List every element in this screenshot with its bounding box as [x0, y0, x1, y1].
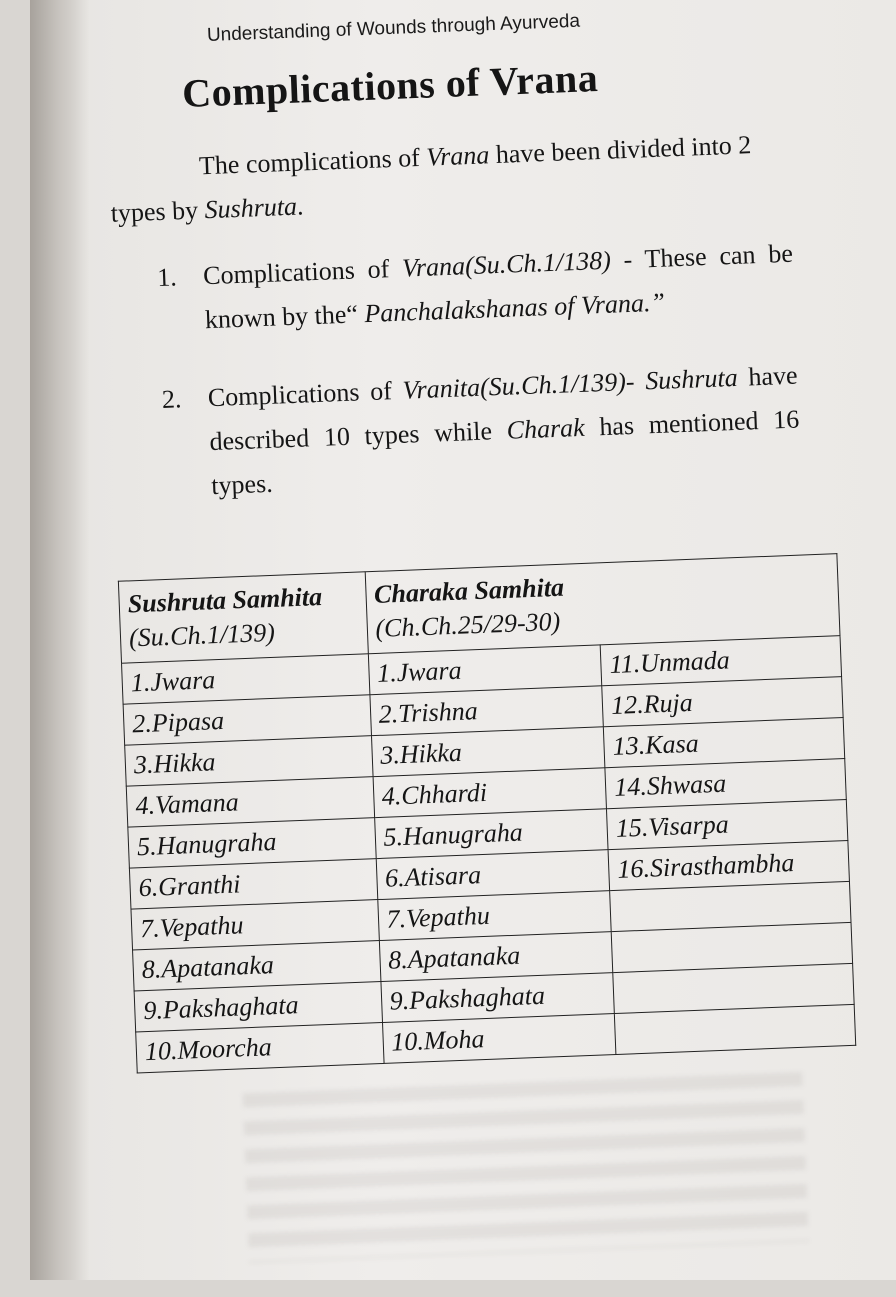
sushruta-cell: 9.Pakshaghata [134, 982, 382, 1032]
sushruta-cell: 8.Apatanaka [133, 941, 381, 991]
list-term: Charak [506, 412, 586, 445]
list-term: Sushruta [644, 362, 739, 396]
list-text: - [625, 366, 646, 397]
intro-text-1: The complications of [198, 142, 427, 181]
list-text: Complications of [207, 375, 404, 413]
list-item [112, 232, 795, 346]
list-term: Vranita(Su.Ch.1/139) [402, 367, 627, 405]
charaka-cell-extra: 14.Shwasa [605, 759, 846, 809]
charaka-cell: 8.Apatanaka [379, 932, 613, 982]
intro-term-vrana: Vrana [425, 140, 490, 172]
charaka-cell: 1.Jwara [368, 645, 602, 695]
sushruta-cell: 3.Hikka [125, 736, 373, 786]
charaka-cell-extra: 12.Ruja [602, 677, 843, 727]
intro-term-sushruta: Sushruta [204, 191, 298, 225]
charaka-cell: 4.Chhardi [373, 768, 607, 818]
intro-text-2: have been divided into 2 types by [110, 130, 752, 228]
charaka-header-ref: (Ch.Ch.25/29-30) [374, 606, 561, 643]
charaka-cell: 9.Pakshaghata [380, 973, 614, 1023]
complications-list [112, 232, 801, 512]
sushruta-cell: 7.Vepathu [131, 900, 379, 950]
list-term: Panchalakshanas of Vrana.” [363, 287, 666, 329]
intro-text-3: . [296, 191, 305, 221]
sushruta-cell: 5.Hanugraha [128, 818, 376, 868]
charaka-cell: 10.Moha [382, 1014, 616, 1064]
sushruta-cell: 6.Granthi [129, 859, 377, 909]
list-item [117, 354, 802, 512]
sushruta-cell: 2.Pipasa [123, 695, 371, 745]
list-number: 2. [161, 384, 182, 414]
list-text: has mentioned 16 types. [210, 404, 800, 501]
charaka-cell-extra: 11.Unmada [600, 636, 841, 686]
charaka-cell-extra: 15.Visarpa [607, 800, 848, 850]
page-title: Complications of Vrana [181, 55, 599, 116]
charaka-cell: 3.Hikka [371, 727, 605, 777]
charaka-cell-extra: 13.Kasa [603, 718, 844, 768]
charaka-header-title: Charaka Samhita [373, 572, 565, 609]
charaka-cell: 5.Hanugraha [374, 809, 608, 859]
intro-paragraph [108, 122, 791, 236]
charaka-cell: 6.Atisara [376, 850, 610, 900]
charaka-cell-extra [614, 1004, 855, 1054]
sushruta-header-cell [118, 572, 367, 663]
complications-table [118, 553, 856, 1073]
bleed-through-texture [243, 1072, 809, 1263]
sushruta-header-title: Sushruta Samhita [127, 581, 323, 619]
charaka-cell: 7.Vepathu [377, 891, 611, 941]
sushruta-cell: 1.Jwara [122, 654, 370, 704]
list-number: 1. [156, 262, 178, 293]
sushruta-cell: 4.Vamana [126, 777, 374, 827]
list-term: Vrana(Su.Ch.1/138) [401, 245, 612, 283]
list-text: - These can be known by the“ [204, 238, 794, 335]
list-text: have described 10 types while [209, 360, 799, 457]
list-text: Complications of [202, 253, 403, 291]
charaka-cell-extra: 16.Sirasthambha [608, 840, 849, 890]
sushruta-cell: 10.Moorcha [136, 1022, 384, 1072]
charaka-cell: 2.Trishna [369, 686, 603, 736]
running-head: Understanding of Wounds through Ayurveda [206, 10, 581, 46]
sushruta-header-ref: (Su.Ch.1/139) [128, 617, 276, 653]
